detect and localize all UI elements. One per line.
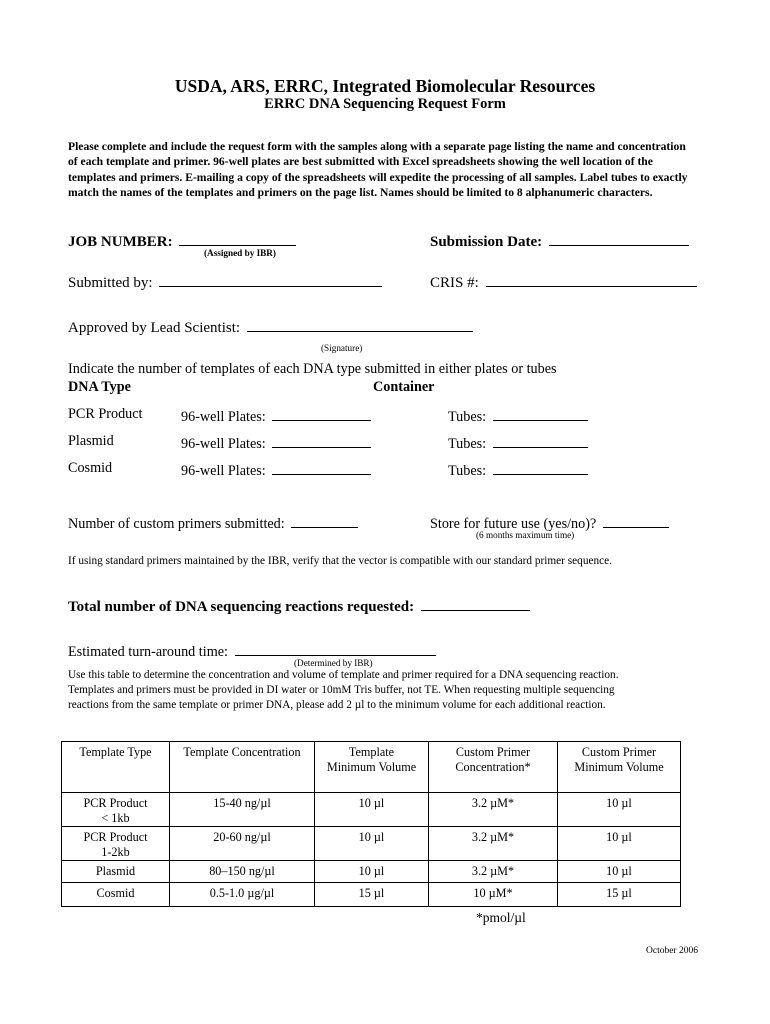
requirements-table (61, 741, 681, 907)
cell-primer-vol: 10 µl (558, 861, 681, 883)
tubes-label: Tubes: (448, 436, 487, 452)
container-header: Container (373, 379, 435, 395)
cosmid-plates-line[interactable] (272, 460, 371, 475)
custom-primers-field (68, 513, 358, 533)
table-row (62, 793, 681, 827)
plates-label: 96-well Plates: (181, 463, 266, 479)
cell-conc: 80–150 ng/µl (170, 861, 315, 883)
cell-primer-conc: 10 µM* (429, 883, 558, 907)
submitted-by-line[interactable] (159, 272, 382, 287)
cris-label: CRIS #: (430, 275, 479, 291)
form-subtitle: ERRC DNA Sequencing Request Form (264, 96, 506, 112)
cell-type: PCR Product 1-2kb (62, 827, 170, 861)
cell-conc: 20-60 ng/µl (170, 827, 315, 861)
table-instructions-line3: reactions from the same template or primer DNA, please add 2 µl to the minimum volume for each additional reaction. (68, 699, 606, 711)
turnaround-field (68, 641, 436, 661)
form-date: October 2006 (646, 946, 698, 956)
approved-by-line[interactable] (247, 317, 473, 332)
job-number-line[interactable] (179, 231, 296, 246)
approved-by-label: Approved by Lead Scientist: (68, 320, 241, 336)
cell-conc: 15-40 ng/µl (170, 793, 315, 827)
table-instructions-line2: Templates and primers must be provided in DI water or 10mM Tris buffer, not TE. When requesting multiple sequencing (68, 684, 615, 696)
cell-vol: 10 µl (315, 827, 429, 861)
header-primer-volume: Custom Primer Minimum Volume (558, 742, 681, 793)
cell-primer-vol: 10 µl (558, 827, 681, 861)
cell-primer-conc: 3.2 µM* (429, 827, 558, 861)
cell-primer-conc: 3.2 µM* (429, 793, 558, 827)
intro-paragraph: Please complete and include the request form with the samples along with a separate page listing the name and concentration of each template and primer. 96-well plates are best submitted with Excel spreadsheets showing the well location of the templates and primers. E-mailing a copy of the spreadsheets will expedite the processing of all samples. Label tubes to exactly match the names of the templates and primers on the page list. Names should be limited to 8 alphanumeric characters. (68, 140, 688, 199)
submitted-by-label: Submitted by: (68, 275, 153, 291)
job-number-note: (Assigned by IBR) (204, 248, 276, 258)
store-note: (6 months maximum time) (476, 530, 575, 540)
total-reactions-line[interactable] (421, 596, 530, 611)
standard-primer-note: If using standard primers maintained by the IBR, verify that the vector is compatible with our standard primer sequence. (68, 555, 612, 567)
table-row (62, 883, 681, 907)
cris-field (430, 272, 697, 292)
pcr-tubes-line[interactable] (493, 406, 588, 421)
cosmid-tubes-line[interactable] (493, 460, 588, 475)
cosmid-tubes-field (448, 460, 588, 480)
pcr-plates-field (181, 406, 371, 426)
pcr-tubes-field (448, 406, 588, 426)
signature-note: (Signature) (321, 343, 363, 353)
turnaround-line[interactable] (235, 641, 436, 656)
store-future-line[interactable] (603, 513, 669, 528)
total-reactions-field (68, 596, 530, 616)
cell-primer-vol: 10 µl (558, 793, 681, 827)
plates-label: 96-well Plates: (181, 436, 266, 452)
job-number-label: JOB NUMBER: (68, 234, 173, 250)
cell-conc: 0.5-1.0 µg/µl (170, 883, 315, 907)
submission-date-field (430, 231, 689, 251)
plasmid-plates-line[interactable] (272, 433, 371, 448)
cell-primer-conc: 3.2 µM* (429, 861, 558, 883)
cosmid-plates-field (181, 460, 371, 480)
submission-date-label: Submission Date: (430, 234, 543, 250)
submitted-by-field (68, 272, 382, 292)
cell-type: PCR Product < 1kb (62, 793, 170, 827)
pcr-plates-line[interactable] (272, 406, 371, 421)
header-primer-concentration: Custom Primer Concentration* (429, 742, 558, 793)
custom-primers-label: Number of custom primers submitted: (68, 516, 285, 532)
turnaround-label: Estimated turn-around time: (68, 644, 228, 660)
form-title: USDA, ARS, ERRC, Integrated Biomolecular Resources (174, 76, 596, 96)
table-row (62, 861, 681, 883)
footnote: *pmol/µl (476, 910, 526, 925)
table-instructions-line1: Use this table to determine the concentration and volume of template and primer required for a DNA sequencing reaction. (68, 669, 619, 681)
plasmid-tubes-field (448, 433, 588, 453)
cris-line[interactable] (486, 272, 697, 287)
dna-type-pcr-product: PCR Product (68, 406, 143, 422)
table-header-row (62, 742, 681, 793)
custom-primers-line[interactable] (291, 513, 358, 528)
plasmid-plates-field (181, 433, 371, 453)
submission-date-line[interactable] (549, 231, 689, 246)
cell-vol: 10 µl (315, 861, 429, 883)
dna-type-cosmid: Cosmid (68, 460, 113, 476)
dna-type-plasmid: Plasmid (68, 433, 114, 449)
tubes-label: Tubes: (448, 409, 487, 425)
tubes-label: Tubes: (448, 463, 487, 479)
cell-vol: 10 µl (315, 793, 429, 827)
header-template-concentration: Template Concentration (170, 742, 315, 793)
cell-vol: 15 µl (315, 883, 429, 907)
cell-type: Plasmid (62, 861, 170, 883)
header-template-type: Template Type (62, 742, 170, 793)
table-row (62, 827, 681, 861)
total-reactions-label: Total number of DNA sequencing reactions requested: (68, 599, 415, 615)
turnaround-note: (Determined by IBR) (294, 658, 373, 668)
header-template-volume: Template Minimum Volume (315, 742, 429, 793)
cell-primer-vol: 15 µl (558, 883, 681, 907)
plates-label: 96-well Plates: (181, 409, 266, 425)
dna-type-header: DNA Type (68, 379, 131, 395)
cell-type: Cosmid (62, 883, 170, 907)
approved-by-field (68, 317, 473, 337)
templates-instruction: Indicate the number of templates of each DNA type submitted in either plates or tubes (68, 361, 557, 377)
store-future-label: Store for future use (yes/no)? (430, 516, 597, 532)
plasmid-tubes-line[interactable] (493, 433, 588, 448)
